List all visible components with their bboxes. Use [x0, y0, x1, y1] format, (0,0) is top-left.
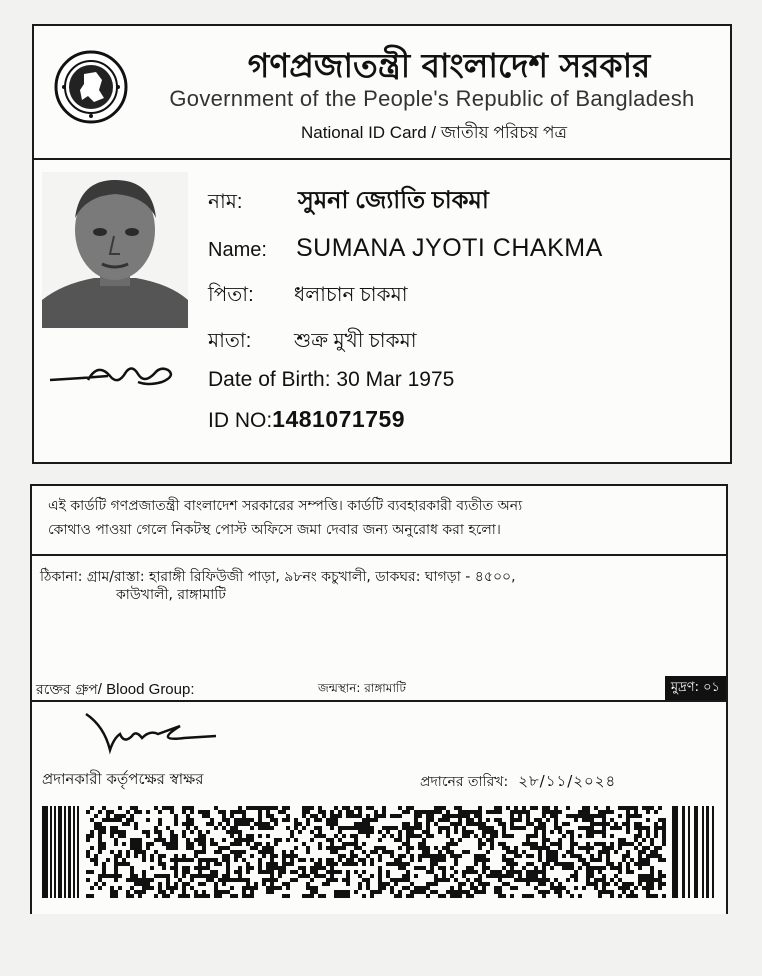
address-block [40, 568, 720, 604]
issuer-signature [84, 708, 224, 760]
mother-value: শুক্র মুখী চাকমা [294, 330, 417, 352]
notice-line-2: কোথাও পাওয়া গেলে নিকটস্থ পোস্ট অফিসে জমা দেবার জন্য অনুরোধ করা হলো। [48, 522, 501, 538]
id-number-value: 1481071759 [272, 406, 406, 432]
blood-group-label-bengali: রক্তের গ্রুপ [36, 682, 98, 698]
blood-group-row [36, 678, 195, 702]
government-title-english: Government of the People's Republic of Bangladesh [169, 86, 695, 111]
date-of-birth-label: Date of Birth: [208, 368, 331, 391]
card-header [34, 26, 730, 160]
government-seal-icon [54, 50, 128, 124]
issue-date-value: ২৮/১১/২০২৪ [518, 772, 617, 790]
name-english-label: Name: [208, 239, 267, 261]
id-card-front [32, 24, 732, 464]
blood-group-label-english: / Blood Group: [97, 681, 195, 698]
id-card-back [30, 484, 728, 914]
print-number-badge: মুদ্রণ: ০১ [665, 676, 726, 702]
father-value: ধলাচান চাকমা [294, 284, 408, 306]
id-number-label: ID NO: [208, 409, 273, 432]
address-line-1: ঠিকানা: গ্রাম/রাস্তা: হারাঙ্গী রিফিউজী পাড়া, ৯৮নং কচুখালী, ডাকঘর: ঘাগড়া - ৪৫০০, [40, 569, 516, 585]
issuer-signature-label: প্রদানকারী কর্তৃপক্ষের স্বাক্ষর [42, 770, 204, 788]
name-english-row [208, 234, 603, 263]
date-of-birth-row [208, 368, 454, 392]
holder-signature [48, 358, 178, 394]
name-english-value: SUMANA JYOTI CHAKMA [296, 234, 603, 262]
name-bengali-label: নাম: [208, 191, 243, 213]
date-of-birth-value: 30 Mar 1975 [336, 368, 455, 391]
name-bengali-row [208, 182, 489, 222]
notice-line-1: এই কার্ডটি গণপ্রজাতন্ত্রী বাংলাদেশ সরকারের সম্পত্তি। কার্ডটি ব্যবহারকারী ব্যতীত অন্য [48, 498, 523, 514]
id-number-row [208, 406, 405, 433]
address-line-2: কাউখালী, রাঙ্গামাটি [116, 587, 226, 603]
father-row [208, 280, 408, 313]
mother-label: মাতা: [208, 330, 252, 352]
ownership-notice [32, 486, 726, 556]
card-title: National ID Card / জাতীয় পরিচয় পত্র [300, 123, 568, 142]
issue-date-row [420, 770, 616, 795]
government-title-bengali: গণপ্রজাতন্ত্রী বাংলাদেশ সরকার [247, 46, 651, 85]
holder-photo [42, 172, 188, 328]
pdf417-barcode [42, 806, 720, 898]
name-bengali-value: সুমনা জ্যোতি চাকমা [298, 187, 489, 214]
birthplace: জন্মস্থান: রাঙ্গামাটি [318, 681, 406, 695]
section-divider [32, 700, 726, 702]
father-label: পিতা: [208, 284, 254, 306]
issue-date-label: প্রদানের তারিখ: [420, 774, 509, 790]
mother-row [208, 326, 417, 359]
